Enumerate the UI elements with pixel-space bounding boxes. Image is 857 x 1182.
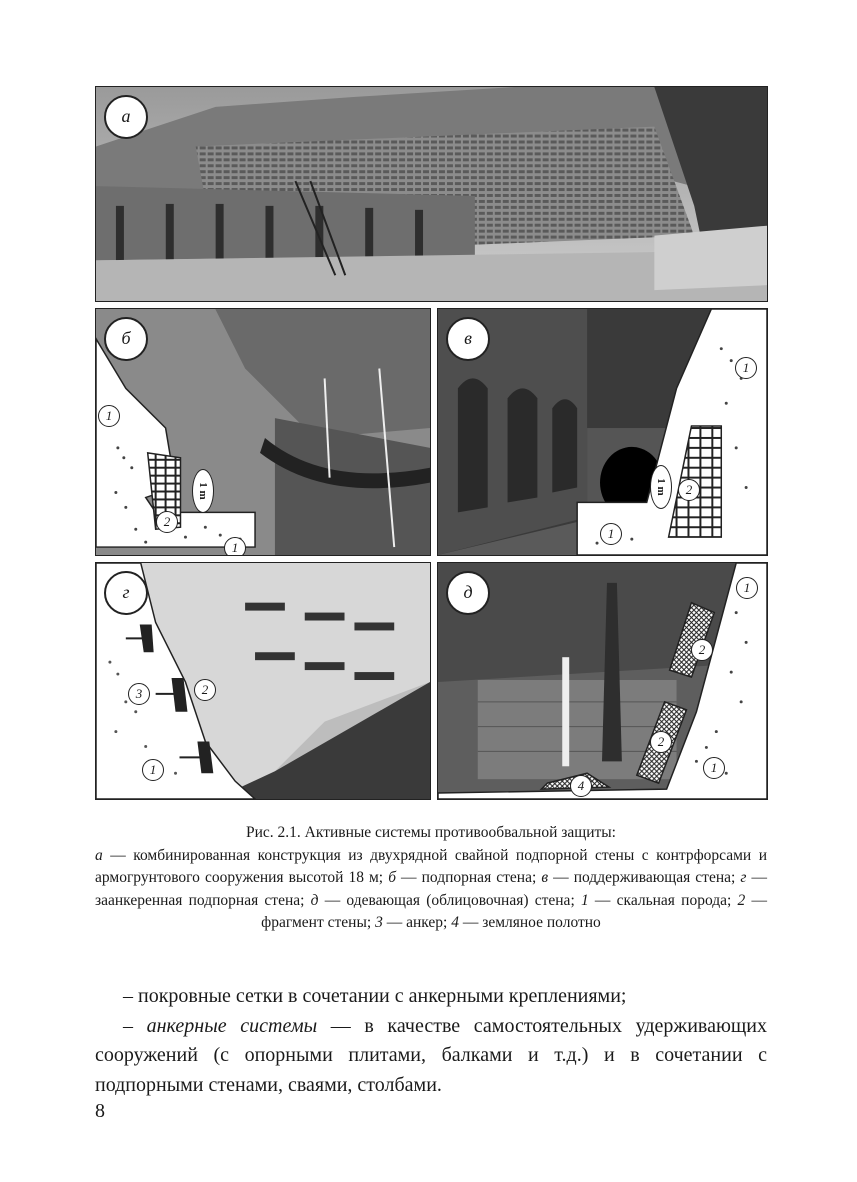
callout-rock-1b: 1 (703, 757, 725, 779)
callout-rock-1b: 1 (224, 537, 246, 556)
figure-caption: Рис. 2.1. Активные системы противообвальной защиты: а — комбинированная конструкция из двухрядной свайной подпорной стены с контрфорсами и армогрунтового сооружения высотой 18 м; б — подпорная стена; в — поддерживающая стена; г — заанкеренная подпорная стена; д — одевающая (облицовочная) стена; 1 — скальная порода; 2 — фрагмент стены; 3 — анкер; 4 — земляное полотно (95, 824, 767, 931)
callout-wall-2: 2 (691, 639, 713, 661)
photo-panel-b (95, 308, 431, 556)
page-number: 8 (95, 1100, 105, 1122)
callout-rock-1: 1 (98, 405, 120, 427)
panel-label-a: а (104, 95, 148, 139)
callout-rock-1: 1 (736, 577, 758, 599)
callout-wall-2b: 2 (650, 731, 672, 753)
callout-wall-2: 2 (194, 679, 216, 701)
body-text (95, 982, 767, 1100)
retaining-structure-photo (96, 87, 767, 301)
callout-wall-2: 2 (678, 479, 700, 501)
measure-tag: 1 m (192, 469, 214, 513)
photo-panel-g (95, 562, 431, 800)
panel-label-b: б (104, 317, 148, 361)
photo-panel-a (95, 86, 768, 302)
callout-wall-2: 2 (156, 511, 178, 533)
paragraph-nets: – покровные сетки в сочетании с анкерными креплениями; (123, 985, 627, 1007)
panel-label-d: д (446, 571, 490, 615)
paragraph-anchors: – анкерные системы — в качестве самостоятельных удерживающих сооружений (с опорными плитами, балками и т.д.) и в сочетании с подпорными стенами, сваями, столбами. (95, 1014, 768, 1096)
panel-label-g: г (104, 571, 148, 615)
callout-rock-1: 1 (142, 759, 164, 781)
caption-title: Рис. 2.1. Активные системы противообвальной защиты: (246, 824, 616, 841)
callout-rock-1: 1 (735, 357, 757, 379)
callout-roadbed-4: 4 (570, 775, 592, 797)
photo-panel-v (437, 308, 768, 556)
measure-tag: 1 m (650, 465, 672, 509)
panel-label-v: в (446, 317, 490, 361)
photo-panel-d (437, 562, 768, 800)
term-anchor-systems: анкерные системы (146, 1014, 318, 1037)
callout-rock-1b: 1 (600, 523, 622, 545)
callout-anchor-3: 3 (128, 683, 150, 705)
